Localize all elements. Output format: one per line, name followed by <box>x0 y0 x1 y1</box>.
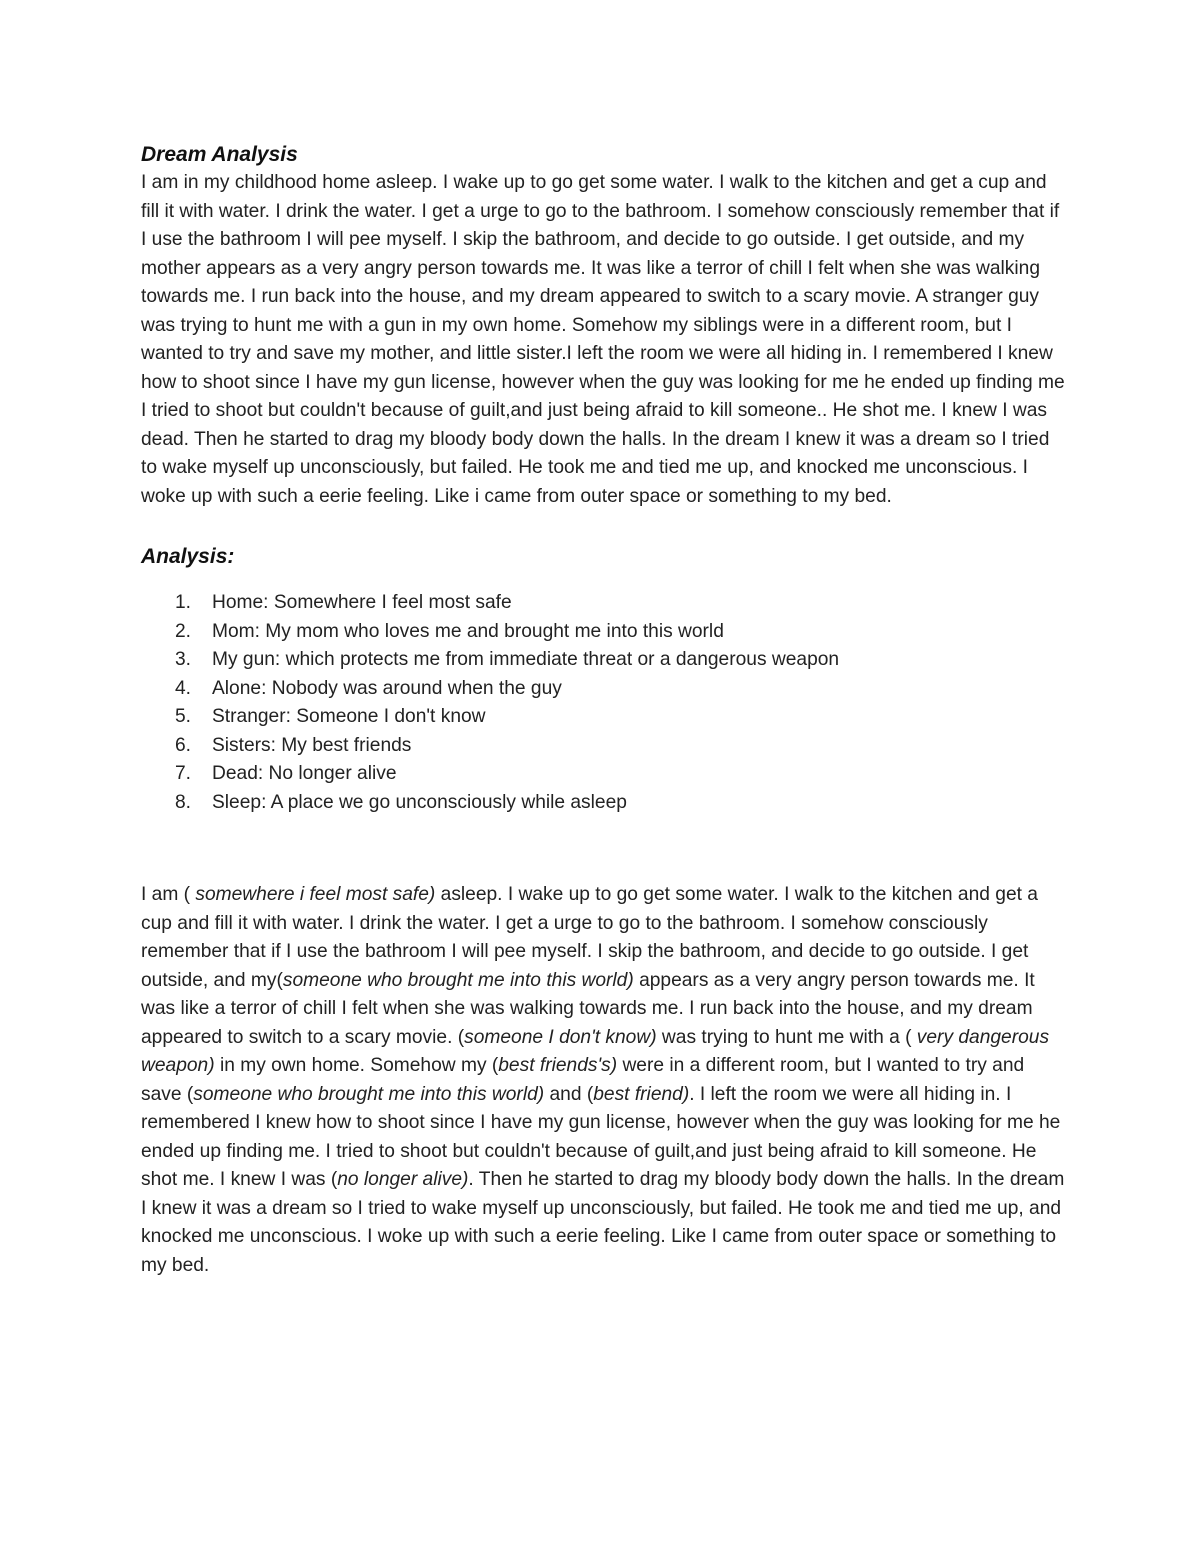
list-item-text: Stranger: Someone I don't know <box>212 706 486 727</box>
list-item-text: Sisters: My best friends <box>212 734 412 756</box>
rewrite-text: . I left the room we were all hiding in. I remembered I knew how to shoot since I have my gun license, however when the guy was looking for me he ended up finding me. I tried to shoot but couldn't because of guilt,and just being afraid to kill someone. He shot me. I knew I was ( <box>141 1083 1061 1190</box>
list-item-text: My gun: which protects me from immediate threat or a dangerous weapon <box>212 649 840 670</box>
list-item <box>141 675 1066 704</box>
list-item <box>141 589 1066 618</box>
list-item-number: 3. <box>175 649 192 670</box>
list-item-number: 6. <box>175 734 192 756</box>
rewrite-substitution: somewhere i feel most safe) <box>195 884 436 905</box>
list-item-text: Sleep: A place we go unconsciously while asleep <box>212 791 627 813</box>
list-item-number: 8. <box>175 791 192 813</box>
list-item-text: Dead: No longer alive <box>212 763 397 784</box>
rewrite-text: in my own home. Somehow my ( <box>214 1055 499 1076</box>
list-item-number: 2. <box>175 620 192 642</box>
list-item <box>141 703 1066 732</box>
list-item <box>141 789 1066 818</box>
list-item-number: 1. <box>175 592 192 613</box>
list-item <box>141 618 1066 647</box>
rewritten-dream-paragraph <box>141 881 1066 1280</box>
rewrite-substitution: someone who brought me into this world) <box>193 1083 545 1105</box>
rewrite-substitution: someone I don't know) <box>464 1026 657 1048</box>
rewrite-text: was trying to hunt me with a ( <box>656 1026 917 1048</box>
rewrite-text: were in a different room, but I wanted to try and save ( <box>141 1055 1025 1105</box>
list-item <box>141 732 1066 761</box>
list-item-number: 7. <box>175 763 192 784</box>
list-item <box>141 760 1066 789</box>
rewrite-substitution: someone who brought me into this world) <box>282 969 634 991</box>
rewrite-text: . Then he started to drag my bloody body down the halls. In the dream I knew it was a dream so I tried to wake myself up unconsciously, but failed. He took me and tied me up, and knocked me unconscious. I woke up with such a eerie feeling. Like I came from outer space or something to my bed. <box>141 1169 1065 1276</box>
rewrite-text: I am ( <box>141 884 196 905</box>
list-item <box>141 646 1066 675</box>
document-page <box>141 141 1066 1280</box>
document-title: Dream Analysis <box>141 143 298 166</box>
analysis-list <box>141 589 1066 817</box>
rewrite-substitution: best friends's) <box>498 1055 618 1076</box>
list-item-text: Mom: My mom who loves me and brought me into this world <box>212 620 724 642</box>
rewrite-substitution: best friend) <box>593 1083 690 1105</box>
rewrite-text: and ( <box>544 1083 594 1105</box>
list-item-number: 5. <box>175 706 192 727</box>
rewrite-text: appears as a very angry person towards me. It was like a terror of chill I felt when she was walking towards me. I run back into the house, and my dream appeared to switch to a scary movie. ( <box>141 969 1035 1048</box>
list-item-text: Home: Somewhere I feel most safe <box>212 592 512 613</box>
rewrite-text: asleep. I wake up to go get some water. I walk to the kitchen and get a cup and fill it with water. I drink the water. I get a urge to go to the bathroom. I somehow consciously remember that if I use the bathroom I will pee myself. I skip the bathroom, and decide to go outside. I get outside, and my( <box>141 884 1038 991</box>
rewrite-substitution: very dangerous weapon) <box>141 1026 1050 1076</box>
rewrite-substitution: no longer alive) <box>337 1169 469 1190</box>
list-item-number: 4. <box>175 677 192 699</box>
list-item-text: Alone: Nobody was around when the guy <box>212 677 562 699</box>
analysis-heading: Analysis: <box>141 545 235 568</box>
dream-paragraph: I am in my childhood home asleep. I wake up to go get some water. I walk to the kitchen and get a cup and fill it with water. I drink the water. I get a urge to go to the bathroom. I somehow consciously remember that if I use the bathroom I will pee myself. I skip the bathroom, and decide to go outside. I get outside, and my mother appears as a very angry person towards me. It was like a terror of chill I felt when she was walking towards me. I run back into the house, and my dream appeared to switch to a scary movie. A stranger guy was trying to hunt me with a gun in my own home. Somehow my siblings were in a different room, but I wanted to try and save my mother, and little sister.I left the room we were all hiding in. I remembered I knew how to shoot since I have my gun license, however when the guy was looking for me he ended up finding me I tried to shoot but couldn't because of guilt,and just being afraid to kill someone.. He shot me. I knew I was dead. Then he started to drag my bloody body down the halls. In the dream I knew it was a dream so I tried to wake myself up unconsciously, but failed. He took me and tied me up, and knocked me unconscious. I woke up with such a eerie feeling. Like i came from outer space or something to my bed. <box>141 172 1065 507</box>
